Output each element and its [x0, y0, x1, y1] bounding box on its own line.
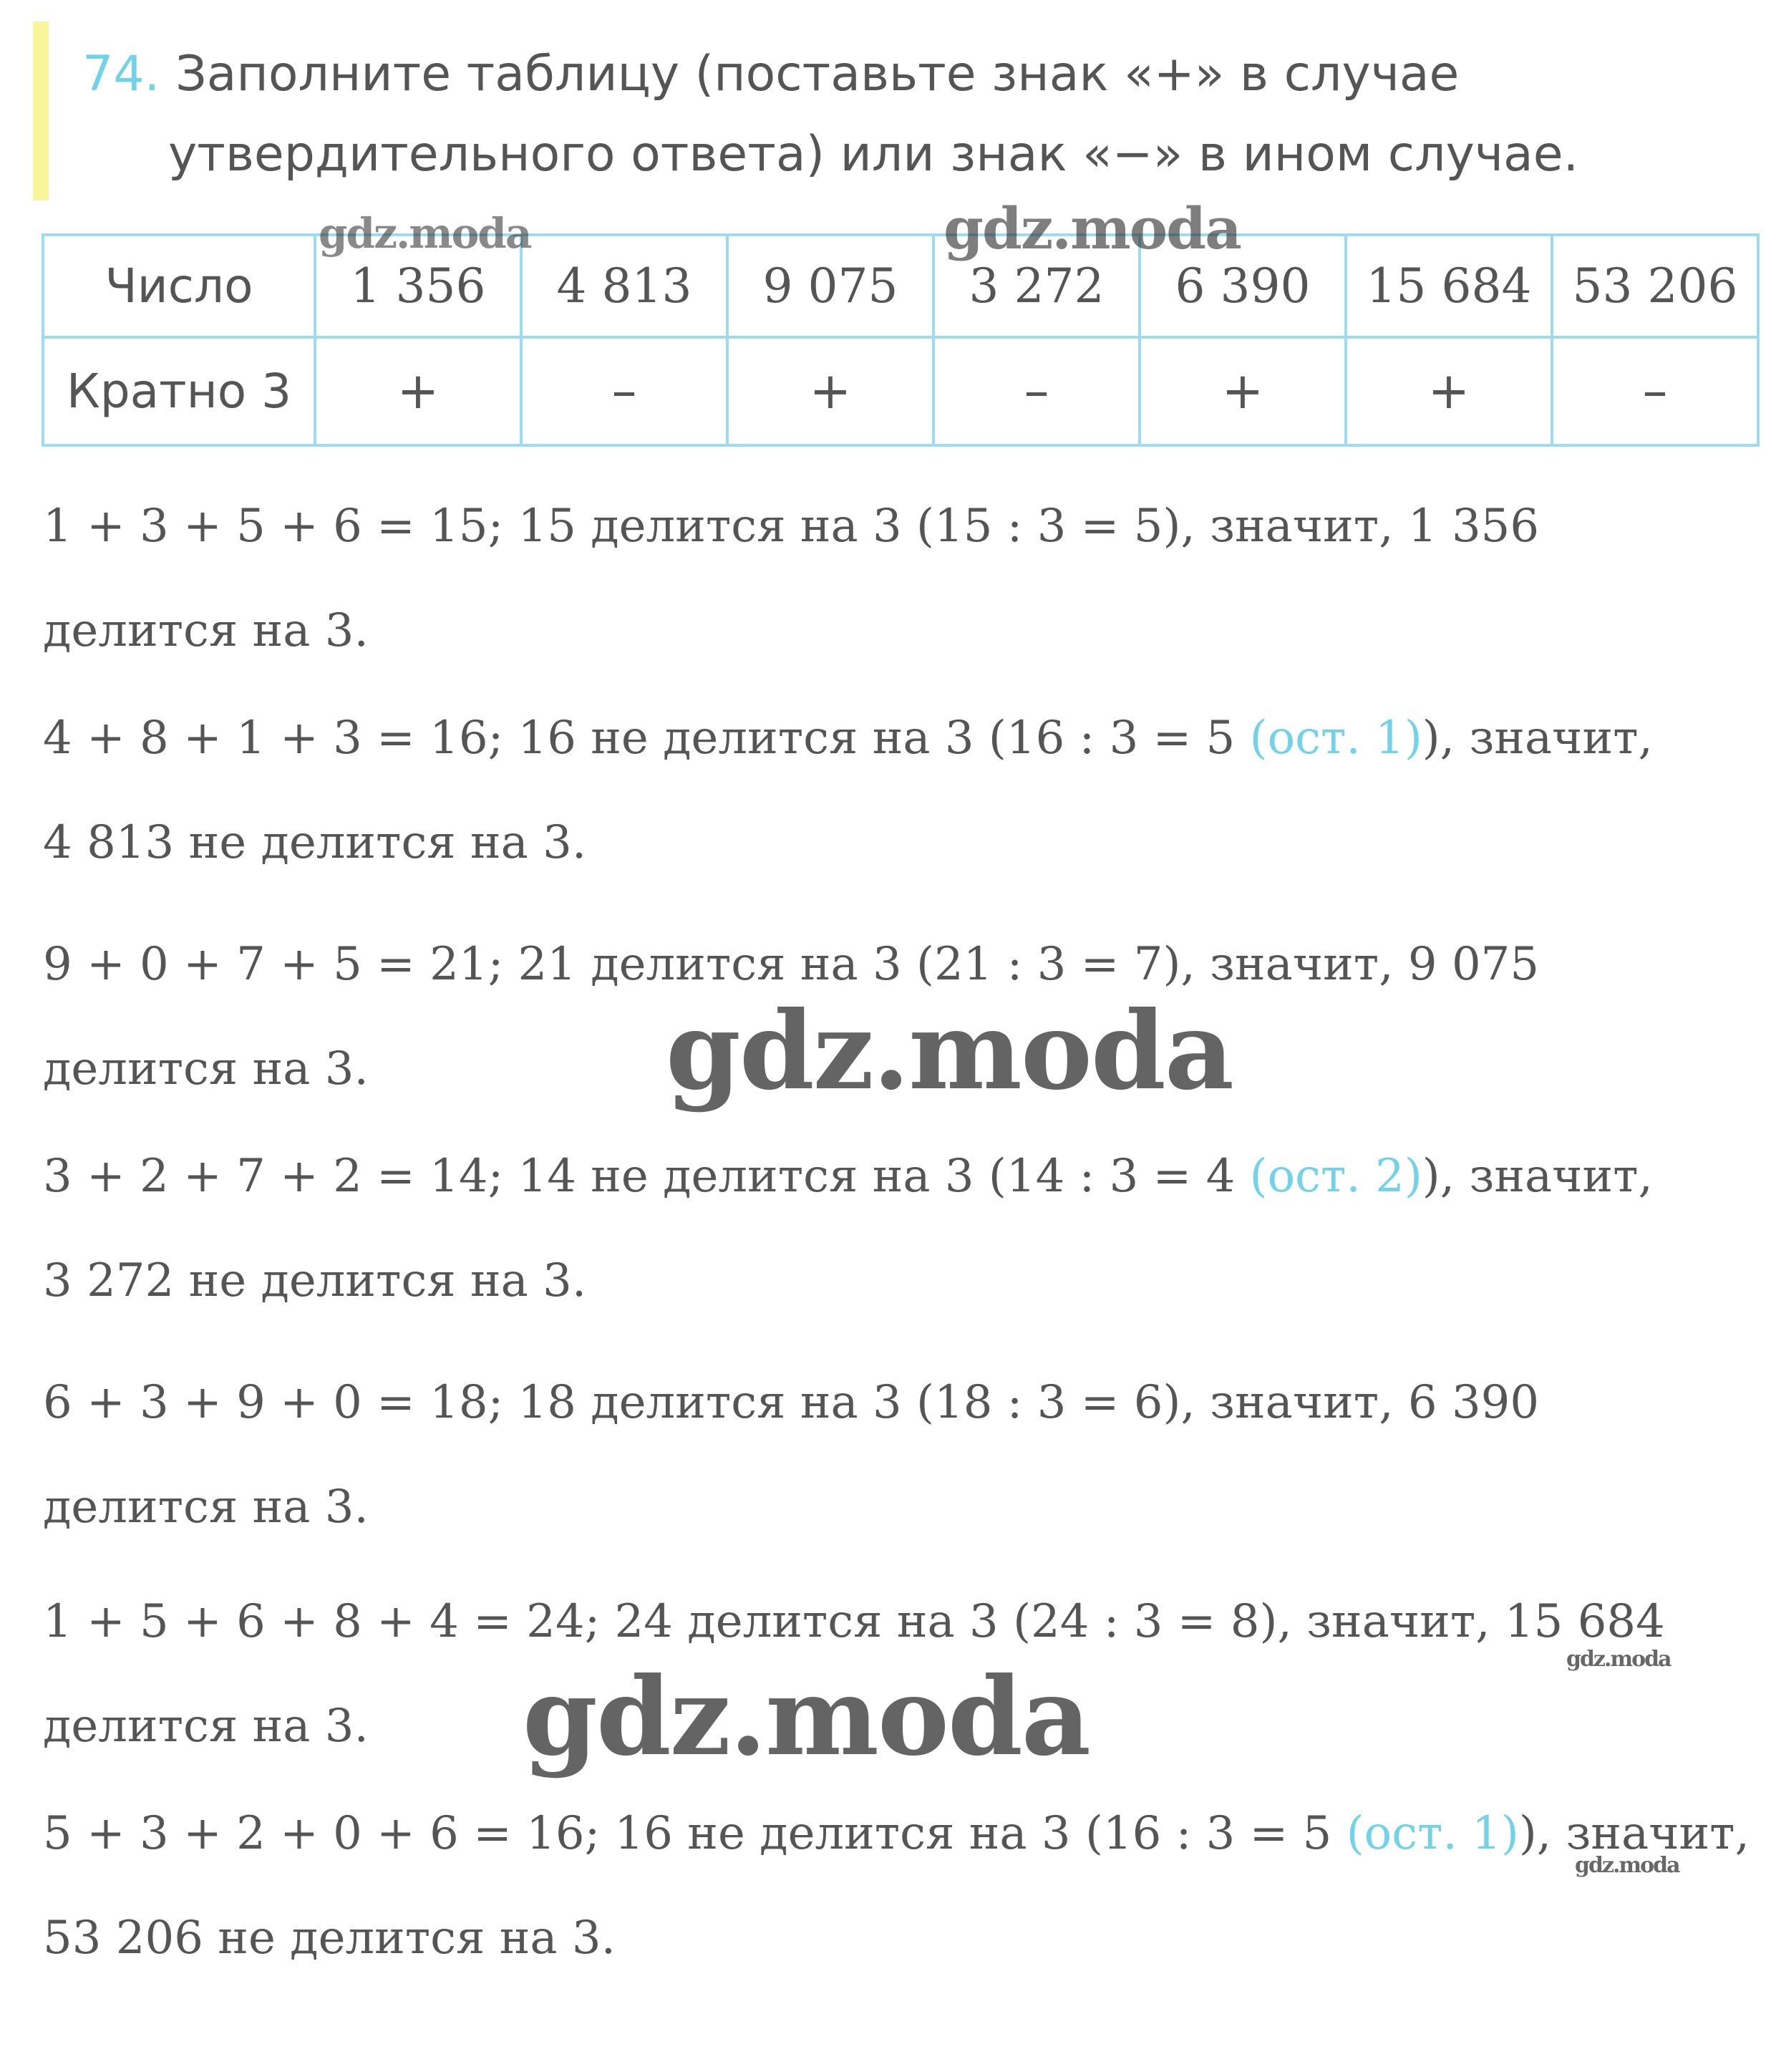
- solution-conclusion: делится на 3.: [43, 1700, 369, 1753]
- table-cell-sign: –: [933, 337, 1140, 445]
- solution-line: [43, 1781, 1750, 1886]
- solution-line: [43, 1455, 1747, 1559]
- watermark: gdz.moda: [943, 195, 1241, 262]
- table-cell-sign: +: [1140, 337, 1346, 445]
- solution-line: [43, 1886, 1747, 1990]
- solution-line: [43, 1350, 1747, 1455]
- solution-line: [43, 578, 1747, 683]
- solution-item: [43, 1350, 1747, 1559]
- table-row-numbers: [43, 235, 1758, 337]
- table-cell-sign: +: [1346, 337, 1552, 445]
- task-statement: [82, 34, 1729, 195]
- solution-text: 4 + 8 + 1 + 3 = 16; 16 не делится на 3 (16 : 3 = 5: [43, 712, 1250, 765]
- solution-item: [43, 474, 1747, 683]
- solution-conclusion: делится на 3.: [43, 1481, 369, 1534]
- table-cell-sign: –: [521, 337, 727, 445]
- task-text-line2: утвердительного ответа) или знак «−» в ином случае.: [168, 126, 1579, 183]
- table-cell-sign: –: [1552, 337, 1758, 445]
- solution-text-tail: ), значит,: [1422, 712, 1653, 765]
- solution-conclusion: 53 206 не делится на 3.: [43, 1912, 616, 1965]
- solution-item: [43, 686, 1747, 895]
- highlight-bar: [33, 21, 49, 200]
- table-row-divisibility: [43, 337, 1758, 445]
- table-cell-number: 15 684: [1346, 235, 1552, 337]
- watermark: gdz.moda: [523, 1654, 1090, 1780]
- table-cell-sign: +: [727, 337, 933, 445]
- remainder-note: (ост. 2): [1249, 1150, 1422, 1203]
- row-header-divisible: Кратно 3: [43, 337, 315, 445]
- solution-text-tail: ), значит,: [1518, 1807, 1750, 1860]
- table-cell-number: 6 390: [1140, 235, 1346, 337]
- solution-line: [43, 790, 1747, 895]
- solution-text-tail: ), значит,: [1422, 1150, 1653, 1203]
- solution-text: 1 + 3 + 5 + 6 = 15; 15 делится на 3 (15 : 3 = 5), значит, 1 356: [43, 500, 1540, 553]
- watermark: gdz.moda: [666, 988, 1233, 1114]
- watermark: gdz.moda: [1566, 1647, 1671, 1672]
- table-cell-number: 3 272: [933, 235, 1140, 337]
- solution-text: 3 + 2 + 7 + 2 = 14; 14 не делится на 3 (14 : 3 = 4: [43, 1150, 1250, 1203]
- solution-text: 5 + 3 + 2 + 0 + 6 = 16; 16 не делится на 3 (16 : 3 = 5: [43, 1807, 1346, 1860]
- solution-line: [43, 1124, 1747, 1229]
- solution-item: [43, 1124, 1747, 1333]
- remainder-note: (ост. 1): [1249, 712, 1422, 765]
- table-cell-number: 53 206: [1552, 235, 1758, 337]
- solution-line: [43, 1229, 1747, 1333]
- solution-conclusion: 3 272 не делится на 3.: [43, 1254, 587, 1307]
- table-cell-number: 4 813: [521, 235, 727, 337]
- solution-conclusion: делится на 3.: [43, 604, 369, 657]
- row-header-number: Число: [43, 235, 315, 337]
- remainder-note: (ост. 1): [1346, 1807, 1519, 1860]
- table-cell-number: 1 356: [315, 235, 521, 337]
- solution-conclusion: 4 813 не делится на 3.: [43, 816, 587, 869]
- solution-text: 9 + 0 + 7 + 5 = 21; 21 делится на 3 (21 : 3 = 7), значит, 9 075: [43, 938, 1540, 991]
- task-number: 74.: [82, 46, 160, 102]
- solution-item: [43, 1781, 1750, 1990]
- solution-line: [43, 474, 1747, 578]
- watermark: gdz.moda: [319, 209, 531, 258]
- solution-text: 1 + 5 + 6 + 8 + 4 = 24; 24 делится на 3 (24 : 3 = 8), значит, 15 684: [43, 1595, 1665, 1648]
- solution-conclusion: делится на 3.: [43, 1042, 369, 1095]
- answer-table: [42, 233, 1760, 447]
- table-cell-sign: +: [315, 337, 521, 445]
- task-text-line1: Заполните таблицу (поставьте знак «+» в случае: [175, 46, 1460, 102]
- watermark: gdz.moda: [1575, 1853, 1679, 1878]
- table-cell-number: 9 075: [727, 235, 933, 337]
- solution-line: [43, 686, 1747, 790]
- solution-text: 6 + 3 + 9 + 0 = 18; 18 делится на 3 (18 : 3 = 6), значит, 6 390: [43, 1376, 1540, 1429]
